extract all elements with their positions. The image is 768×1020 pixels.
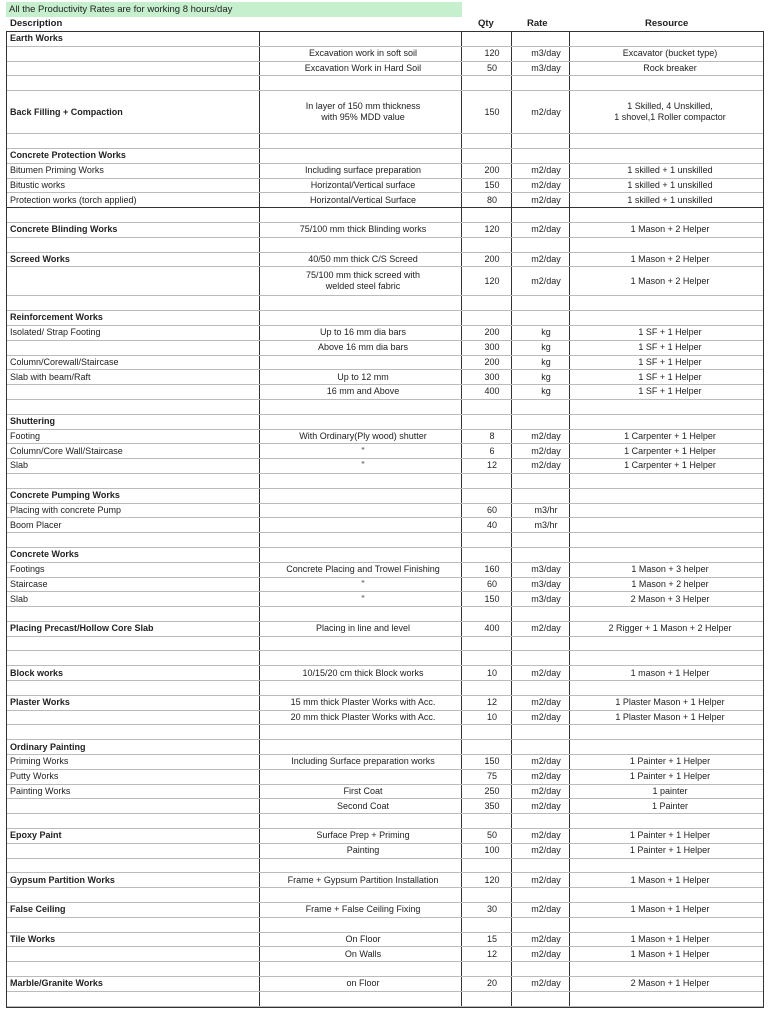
specification-cell: " (361, 460, 365, 471)
table-row (7, 459, 763, 474)
table-row (7, 533, 763, 548)
qty-cell: 160 (484, 563, 500, 574)
rate-cell: m2/day (531, 253, 561, 264)
table-row (7, 149, 763, 164)
specification-cell: Including Surface preparation works (291, 756, 435, 767)
qty-cell: 10 (486, 711, 497, 722)
resource-cell: 1 Carpenter + 1 Helper (624, 430, 716, 441)
resource-cell: 1 Mason + 1 Helper (630, 933, 710, 944)
specification-cell: 40/50 mm thick C/S Screed (308, 253, 418, 264)
resource-cell: 1 Carpenter + 1 Helper (624, 445, 716, 456)
table-row (7, 474, 763, 489)
rate-cell: m2/day (531, 623, 561, 634)
table-row (7, 32, 763, 47)
rate-cell: m2/day (531, 785, 561, 796)
description-cell: Slab (10, 593, 29, 604)
description-cell: Concrete Works (10, 549, 79, 560)
qty-cell: 150 (484, 179, 500, 190)
specification-cell: With Ordinary(Ply wood) shutter (299, 430, 427, 441)
qty-cell: 300 (484, 342, 500, 353)
rate-cell: m2/day (531, 904, 561, 915)
qty-cell: 40 (486, 519, 497, 530)
qty-cell: 120 (484, 275, 500, 286)
resource-cell: 1 skilled + 1 unskilled (627, 194, 713, 205)
rate-cell: m2/day (531, 445, 561, 456)
table-row (7, 933, 763, 948)
table-row (7, 444, 763, 459)
resource-cell: 1 skilled + 1 unskilled (627, 179, 713, 190)
table-row (7, 400, 763, 415)
qty-cell: 200 (484, 165, 500, 176)
qty-cell: 15 (486, 933, 497, 944)
description-cell: Placing Precast/Hollow Core Slab (10, 623, 154, 634)
table-row (7, 296, 763, 311)
table-row (7, 666, 763, 681)
resource-cell: 1 SF + 1 Helper (638, 327, 702, 338)
description-cell: Protection works (torch applied) (10, 194, 137, 205)
resource-cell: 1 Painter + 1 Helper (629, 771, 711, 782)
column-header-row (0, 17, 768, 31)
rate-cell: m2/day (531, 933, 561, 944)
qty-cell: 6 (489, 445, 495, 456)
resource-cell: 1 Plaster Mason + 1 Helper (615, 711, 725, 722)
specification-cell: On Walls (344, 948, 382, 959)
specification-cell: Up to 16 mm dia bars (319, 327, 407, 338)
resource-cell: 1 Painter + 1 Helper (629, 845, 711, 856)
qty-cell: 12 (486, 697, 497, 708)
resource-cell: 1 Mason + 1 Helper (630, 874, 710, 885)
table-row (7, 62, 763, 77)
resource-cell: 1 Mason + 1 Helper (630, 948, 710, 959)
qty-cell: 30 (486, 904, 497, 915)
header-resource: Resource (645, 18, 689, 29)
description-cell: Slab (10, 460, 29, 471)
table-row (7, 415, 763, 430)
resource-cell: 1 painter (652, 785, 688, 796)
table-row (7, 385, 763, 400)
specification-cell: In layer of 150 mm thickness with 95% MDD value (305, 100, 421, 123)
rate-cell: m2/day (531, 106, 561, 117)
table-row (7, 238, 763, 253)
qty-cell: 100 (484, 845, 500, 856)
table-row (7, 844, 763, 859)
specification-cell: Frame + Gypsum Partition Installation (287, 874, 439, 885)
table-row (7, 253, 763, 268)
resource-cell: 1 Painter + 1 Helper (629, 756, 711, 767)
qty-cell: 200 (484, 253, 500, 264)
table-row (7, 637, 763, 652)
rate-cell: kg (541, 327, 551, 338)
qty-cell: 50 (486, 830, 497, 841)
qty-cell: 400 (484, 386, 500, 397)
qty-cell: 60 (486, 504, 497, 515)
qty-cell: 150 (484, 106, 500, 117)
resource-cell: 1 Mason + 2 Helper (630, 275, 710, 286)
qty-cell: 200 (484, 356, 500, 367)
resource-cell: Rock breaker (643, 62, 697, 73)
specification-cell: Horizontal/Vertical surface (310, 179, 416, 190)
qty-cell: 250 (484, 785, 500, 796)
description-cell: Bitustic works (10, 179, 66, 190)
table-row (7, 755, 763, 770)
table-row (7, 47, 763, 62)
rate-cell: m2/day (531, 948, 561, 959)
table-row (7, 962, 763, 977)
table-row (7, 548, 763, 563)
description-cell: Block works (10, 667, 64, 678)
specification-cell: Frame + False Ceiling Fixing (305, 904, 421, 915)
rate-cell: m3/day (531, 593, 561, 604)
table-row (7, 651, 763, 666)
specification-cell: Up to 12 mm (337, 371, 389, 382)
table-row (7, 179, 763, 194)
rate-cell: m2/day (531, 430, 561, 441)
table-row (7, 918, 763, 933)
resource-cell: Excavator (bucket type) (622, 48, 718, 59)
specification-cell: on Floor (346, 978, 380, 989)
qty-cell: 10 (486, 667, 497, 678)
resource-cell: 1 skilled + 1 unskilled (627, 165, 713, 176)
specification-cell: " (361, 578, 365, 589)
specification-cell: 16 mm and Above (326, 386, 400, 397)
rate-cell: m2/day (531, 800, 561, 811)
rate-cell: kg (541, 342, 551, 353)
resource-cell: 1 Mason + 2 Helper (630, 224, 710, 235)
table-row (7, 592, 763, 607)
description-cell: Ordinary Painting (10, 741, 86, 752)
qty-cell: 120 (484, 874, 500, 885)
specification-cell: 20 mm thick Plaster Works with Acc. (290, 711, 436, 722)
table-row (7, 711, 763, 726)
description-cell: Footing (10, 430, 41, 441)
description-cell: Isolated/ Strap Footing (10, 327, 101, 338)
specification-cell: Concrete Placing and Trowel Finishing (286, 563, 440, 574)
specification-cell: Excavation work in soft soil (308, 48, 418, 59)
resource-cell: 1 mason + 1 Helper (630, 667, 710, 678)
description-cell: Putty Works (10, 771, 59, 782)
table-row (7, 578, 763, 593)
table-row (7, 799, 763, 814)
resource-cell: 1 SF + 1 Helper (638, 342, 702, 353)
description-cell: Back Filling + Compaction (10, 106, 123, 117)
description-cell: Staircase (10, 578, 48, 589)
specification-cell: On Floor (345, 933, 381, 944)
rate-cell: m2/day (531, 224, 561, 235)
table-row (7, 873, 763, 888)
qty-cell: 20 (486, 978, 497, 989)
header-description: Description (10, 18, 63, 29)
resource-cell: 1 SF + 1 Helper (638, 371, 702, 382)
specification-cell: First Coat (343, 785, 383, 796)
qty-cell: 75 (486, 771, 497, 782)
description-cell: Tile Works (10, 933, 56, 944)
specification-cell: Placing in line and level (315, 623, 411, 634)
rate-cell: kg (541, 386, 551, 397)
resource-cell: 2 Mason + 1 Helper (630, 978, 710, 989)
specification-cell: 15 mm thick Plaster Works with Acc. (290, 697, 436, 708)
description-cell: Earth Works (10, 33, 63, 44)
table-row (7, 223, 763, 238)
resource-cell: 1 Skilled, 4 Unskilled, 1 shovel,1 Roller compactor (614, 100, 726, 123)
header-rate: Rate (527, 18, 548, 29)
rate-cell: m2/day (531, 165, 561, 176)
table-row (7, 859, 763, 874)
table-row (7, 370, 763, 385)
table-row (7, 696, 763, 711)
rate-cell: m3/hr (534, 504, 558, 515)
rate-cell: m2/day (531, 711, 561, 722)
table-row (7, 770, 763, 785)
resource-cell: 1 Mason + 2 helper (631, 578, 709, 589)
description-cell: Concrete Pumping Works (10, 489, 120, 500)
specification-cell: Surface Prep + Priming (316, 830, 410, 841)
table-row (7, 977, 763, 992)
qty-cell: 120 (484, 48, 500, 59)
rate-cell: m3/hr (534, 519, 558, 530)
description-cell: Screed Works (10, 253, 70, 264)
table-row (7, 267, 763, 296)
qty-cell: 60 (486, 578, 497, 589)
table-row (7, 311, 763, 326)
table-row (7, 208, 763, 223)
qty-cell: 80 (486, 194, 497, 205)
specification-cell: 75/100 mm thick Blinding works (299, 224, 427, 235)
description-cell: Shuttering (10, 416, 55, 426)
description-cell: Slab with beam/Raft (10, 371, 91, 382)
table-row (7, 91, 763, 134)
rate-cell: m2/day (531, 830, 561, 841)
productivity-note: All the Productivity Rates are for working 8 hours/day (6, 2, 462, 17)
description-cell: Gypsum Partition Works (10, 874, 115, 885)
description-cell: False Ceiling (10, 904, 66, 915)
resource-cell: 2 Mason + 3 Helper (630, 593, 710, 604)
table-row (7, 489, 763, 504)
rate-cell: kg (541, 371, 551, 382)
description-cell: Column/Corewall/Staircase (10, 356, 119, 367)
rate-cell: m3/day (531, 578, 561, 589)
description-cell: Reinforcement Works (10, 312, 103, 323)
rate-cell: m2/day (531, 275, 561, 286)
resource-cell: 1 SF + 1 Helper (638, 356, 702, 367)
rate-cell: m2/day (531, 697, 561, 708)
productivity-table (6, 31, 764, 1008)
description-cell: Bitumen Priming Works (10, 165, 104, 176)
qty-cell: 150 (484, 593, 500, 604)
rate-cell: m2/day (531, 756, 561, 767)
qty-cell: 150 (484, 756, 500, 767)
rate-cell: m2/day (531, 845, 561, 856)
table-row (7, 947, 763, 962)
specification-cell: Painting (346, 845, 380, 856)
resource-cell: 1 Painter + 1 Helper (629, 830, 711, 841)
description-cell: Epoxy Paint (10, 830, 62, 841)
specification-cell: 10/15/20 cm thick Block works (302, 667, 424, 678)
rate-cell: kg (541, 356, 551, 367)
specification-cell: Second Coat (336, 800, 390, 811)
description-cell: Column/Core Wall/Staircase (10, 445, 123, 456)
table-row (7, 814, 763, 829)
rate-cell: m2/day (531, 978, 561, 989)
qty-cell: 12 (486, 948, 497, 959)
table-row (7, 518, 763, 533)
resource-cell: 1 Painter (651, 800, 689, 811)
resource-cell: 1 SF + 1 Helper (638, 386, 702, 397)
table-row (7, 740, 763, 755)
description-cell: Boom Placer (10, 519, 62, 530)
resource-cell: 1 Mason + 3 helper (631, 563, 709, 574)
table-row (7, 134, 763, 149)
table-row (7, 164, 763, 179)
qty-cell: 12 (486, 460, 497, 471)
specification-cell: Above 16 mm dia bars (317, 342, 409, 353)
rate-cell: m2/day (531, 667, 561, 678)
rate-cell: m2/day (531, 460, 561, 471)
qty-cell: 120 (484, 224, 500, 235)
rate-cell: m2/day (531, 874, 561, 885)
rate-cell: m3/day (531, 48, 561, 59)
specification-cell: Including surface preparation (304, 165, 422, 176)
resource-cell: 1 Carpenter + 1 Helper (624, 460, 716, 471)
table-row (7, 356, 763, 371)
qty-cell: 8 (489, 430, 495, 441)
qty-cell: 50 (486, 62, 497, 73)
rate-cell: m3/day (531, 563, 561, 574)
rate-cell: m2/day (531, 194, 561, 205)
table-row (7, 888, 763, 903)
resource-cell: 2 Rigger + 1 Mason + 2 Helper (608, 623, 732, 634)
qty-cell: 350 (484, 800, 500, 811)
specification-cell: " (361, 445, 365, 456)
specification-cell: " (361, 593, 365, 604)
table-row (7, 504, 763, 519)
description-cell: Priming Works (10, 756, 69, 767)
qty-cell: 300 (484, 371, 500, 382)
rate-cell: m2/day (531, 771, 561, 782)
table-row (7, 341, 763, 356)
description-cell: Marble/Granite Works (10, 978, 103, 989)
description-cell: Plaster Works (10, 697, 70, 708)
rate-cell: m2/day (531, 179, 561, 190)
description-cell: Concrete Blinding Works (10, 224, 118, 235)
resource-cell: 1 Plaster Mason + 1 Helper (615, 697, 725, 708)
table-row (7, 725, 763, 740)
specification-cell: 75/100 mm thick screed with welded steel fabric (305, 270, 421, 292)
header-qty: Qty (478, 18, 494, 29)
table-row (7, 785, 763, 800)
table-row (7, 622, 763, 637)
table-row (7, 992, 763, 1007)
description-cell: Footings (10, 563, 45, 574)
description-cell: Painting Works (10, 785, 71, 796)
description-cell: Placing with concrete Pump (10, 504, 122, 515)
rate-cell: m3/day (531, 62, 561, 73)
table-row (7, 326, 763, 341)
specification-cell: Horizontal/Vertical Surface (309, 194, 417, 205)
table-row (7, 563, 763, 578)
table-row (7, 430, 763, 445)
table-row (7, 681, 763, 696)
resource-cell: 1 Mason + 1 Helper (630, 904, 710, 915)
qty-cell: 200 (484, 327, 500, 338)
specification-cell: Excavation Work in Hard Soil (304, 62, 422, 73)
table-row (7, 607, 763, 622)
table-row (7, 76, 763, 91)
table-row (7, 903, 763, 918)
table-row (7, 193, 763, 208)
description-cell: Concrete Protection Works (10, 150, 126, 161)
qty-cell: 400 (484, 623, 500, 634)
resource-cell: 1 Mason + 2 Helper (630, 253, 710, 264)
table-row (7, 829, 763, 844)
